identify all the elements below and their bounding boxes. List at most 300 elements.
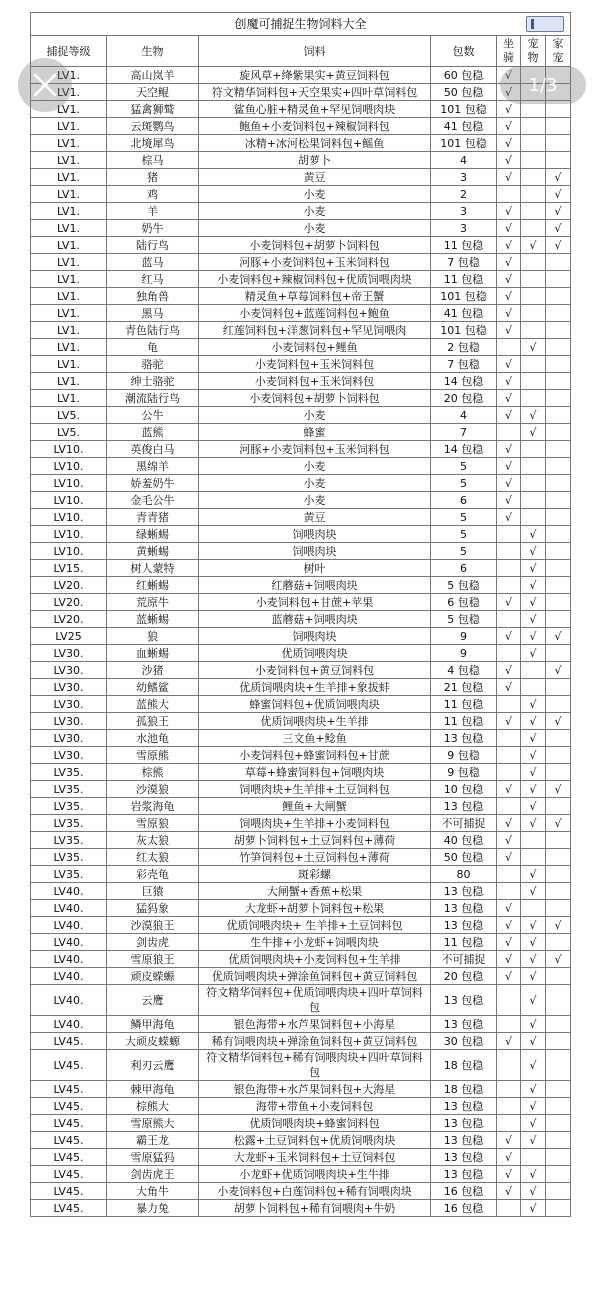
cell-home: √ [546,237,571,254]
table-row [31,1098,571,1115]
cell-feed: 草莓+蜂蜜饲料包+饲喂肉块 [199,764,431,781]
cell-ride: √ [497,390,521,407]
table-row [31,407,571,424]
cell-home [546,288,571,305]
table-row [31,883,571,900]
cell-creature: 狼 [107,628,199,645]
cell-level: LV1. [31,288,107,305]
cell-ride [497,866,521,883]
cell-packs: 13 包稳 [431,1016,497,1033]
cell-home [546,1149,571,1166]
cell-creature: 绿蜥蜴 [107,526,199,543]
cell-ride: √ [497,951,521,968]
cell-creature: 荒原牛 [107,594,199,611]
table-body [31,67,571,1217]
cell-pet: √ [521,1081,546,1098]
cell-home: √ [546,220,571,237]
cell-level: LV45. [31,1098,107,1115]
cell-packs: 50 包稳 [431,849,497,866]
cell-packs: 13 包稳 [431,1149,497,1166]
cell-creature: 猛犸象 [107,900,199,917]
cell-pet: √ [521,951,546,968]
cell-level: LV1. [31,186,107,203]
cell-pet [521,509,546,526]
cell-pet [521,118,546,135]
cell-pet: √ [521,1200,546,1217]
cell-packs: 5 [431,458,497,475]
cell-home [546,1033,571,1050]
cell-pet: √ [521,407,546,424]
cell-pet: √ [521,1098,546,1115]
cell-pet [521,322,546,339]
cell-creature: 孤狼王 [107,713,199,730]
cell-feed: 饲喂肉块+生羊排+小麦饲料包 [199,815,431,832]
cell-home [546,509,571,526]
cell-creature: 霸王龙 [107,1132,199,1149]
header-pet: 宠物 [521,36,546,67]
cell-home [546,407,571,424]
header-packs: 包数 [431,36,497,67]
cell-ride [497,645,521,662]
cell-home [546,866,571,883]
cell-pet: √ [521,985,546,1016]
cell-pet: √ [521,424,546,441]
cell-ride [497,611,521,628]
table-row [31,577,571,594]
cell-level: LV40. [31,1016,107,1033]
table-row [31,1033,571,1050]
cell-creature: 利刃云鹰 [107,1050,199,1081]
table-row [31,203,571,220]
cell-packs: 3 [431,203,497,220]
cell-feed: 鲨鱼心脏+精灵鱼+罕见饲喂肉块 [199,101,431,118]
table-row [31,526,571,543]
scroll-thumb[interactable] [526,16,564,32]
cell-home [546,322,571,339]
cell-pet: √ [521,866,546,883]
cell-home [546,1115,571,1132]
cell-creature: 树人蒙特 [107,560,199,577]
cell-level: LV35. [31,815,107,832]
cell-creature: 幼鳍鲨 [107,679,199,696]
cell-pet: √ [521,560,546,577]
cell-creature: 巨猿 [107,883,199,900]
cell-pet [521,186,546,203]
cell-home [546,373,571,390]
cell-ride: √ [497,968,521,985]
table-row [31,866,571,883]
cell-home [546,1200,571,1217]
cell-creature: 潮流陆行鸟 [107,390,199,407]
cell-home [546,968,571,985]
table-row [31,934,571,951]
cell-ride: √ [497,305,521,322]
cell-packs: 18 包稳 [431,1050,497,1081]
cell-ride: √ [497,679,521,696]
cell-ride [497,1098,521,1115]
cell-feed: 黄豆 [199,509,431,526]
cell-packs: 30 包稳 [431,1033,497,1050]
cell-creature: 猪 [107,169,199,186]
cell-pet: √ [521,237,546,254]
table-row [31,951,571,968]
table-row [31,594,571,611]
cell-creature: 雪原狼王 [107,951,199,968]
cell-packs: 4 包稳 [431,662,497,679]
cell-creature: 棘甲海龟 [107,1081,199,1098]
cell-level: LV45. [31,1149,107,1166]
cell-home [546,1081,571,1098]
cell-level: LV35. [31,849,107,866]
cell-packs: 13 包稳 [431,730,497,747]
cell-pet [521,220,546,237]
cell-pet: √ [521,611,546,628]
cell-feed: 三文鱼+鲶鱼 [199,730,431,747]
cell-home [546,441,571,458]
cell-home [546,577,571,594]
cell-home [546,1166,571,1183]
cell-ride: √ [497,815,521,832]
table-row [31,305,571,322]
cell-feed: 蜂蜜 [199,424,431,441]
cell-home: √ [546,662,571,679]
cell-level: LV30. [31,713,107,730]
table-row [31,832,571,849]
cell-home [546,696,571,713]
cell-feed: 符文精华饲料包+稀有饲喂肉块+四叶草饲料包 [199,1050,431,1081]
cell-feed: 红莲饲料包+洋葱饲料包+罕见饲喂肉 [199,322,431,339]
table-row [31,237,571,254]
cell-pet [521,475,546,492]
cell-feed: 斑彩螺 [199,866,431,883]
cell-ride: √ [497,118,521,135]
cell-feed: 鲍鱼+小麦饲料包+辣椒饲料包 [199,118,431,135]
table-row [31,186,571,203]
cell-level: LV10. [31,492,107,509]
cell-packs: 50 包稳 [431,84,497,101]
cell-home [546,883,571,900]
cell-creature: 蓝马 [107,254,199,271]
cell-packs: 40 包稳 [431,832,497,849]
cell-feed: 鲤鱼+大闸蟹 [199,798,431,815]
cell-creature: 剑齿虎 [107,934,199,951]
cell-creature: 顽皮蝾螈 [107,968,199,985]
cell-ride: √ [497,713,521,730]
cell-home: √ [546,203,571,220]
cell-pet: √ [521,628,546,645]
table-row [31,118,571,135]
cell-feed: 小麦饲料包+蜂蜜饲料包+甘蔗 [199,747,431,764]
table-row [31,713,571,730]
table-row [31,441,571,458]
cell-ride: √ [497,1149,521,1166]
table-row [31,458,571,475]
cell-level: LV30. [31,696,107,713]
cell-packs: 21 包稳 [431,679,497,696]
cell-level: LV40. [31,968,107,985]
cell-ride: √ [497,849,521,866]
table-row [31,509,571,526]
cell-packs: 10 包稳 [431,781,497,798]
table-row [31,645,571,662]
cell-ride: √ [497,492,521,509]
cell-level: LV20. [31,594,107,611]
table-row [31,1016,571,1033]
table-row [31,135,571,152]
cell-pet [521,203,546,220]
cell-creature: 黑绵羊 [107,458,199,475]
table-row [31,1200,571,1217]
cell-feed: 胡萝卜 [199,152,431,169]
cell-packs: 11 包稳 [431,237,497,254]
cell-level: LV1. [31,271,107,288]
cell-feed: 小龙虾+优质饲喂肉块+生牛排 [199,1166,431,1183]
cell-feed: 优质饲喂肉块+弹涂鱼饲料包+黄豆饲料包 [199,968,431,985]
cell-home [546,356,571,373]
cell-ride [497,577,521,594]
cell-feed: 小麦饲料包+胡萝卜饲料包 [199,390,431,407]
cell-packs: 5 [431,543,497,560]
cell-level: LV35. [31,764,107,781]
cell-pet: √ [521,1016,546,1033]
cell-packs: 9 [431,628,497,645]
cell-creature: 岩浆海龟 [107,798,199,815]
table-row [31,543,571,560]
cell-level: LV1. [31,305,107,322]
table-row [31,815,571,832]
cell-pet: √ [521,645,546,662]
cell-level: LV40. [31,951,107,968]
cell-level: LV45. [31,1115,107,1132]
cell-feed: 河豚+小麦饲料包+玉米饲料包 [199,254,431,271]
cell-pet: √ [521,713,546,730]
cell-feed: 蜂蜜饲料包+优质饲喂肉块 [199,696,431,713]
cell-level: LV1. [31,254,107,271]
cell-packs: 101 包稳 [431,135,497,152]
table-row [31,475,571,492]
cell-feed: 大龙虾+玉米饲料包+土豆饲料包 [199,1149,431,1166]
cell-level: LV1. [31,67,107,84]
cell-packs: 2 包稳 [431,339,497,356]
cell-feed: 蓝蘑菇+饲喂肉块 [199,611,431,628]
cell-packs: 9 包稳 [431,747,497,764]
table-row [31,152,571,169]
cell-ride: √ [497,917,521,934]
cell-feed: 竹笋饲料包+土豆饲料包+薄荷 [199,849,431,866]
table-row [31,288,571,305]
cell-creature: 大角牛 [107,1183,199,1200]
table-row [31,611,571,628]
header-ride: 坐骑 [497,36,521,67]
cell-packs: 11 包稳 [431,713,497,730]
cell-ride: √ [497,1033,521,1050]
cell-level: LV30. [31,662,107,679]
cell-packs: 13 包稳 [431,798,497,815]
cell-level: LV20. [31,611,107,628]
cell-level: LV1. [31,152,107,169]
cell-home [546,849,571,866]
cell-level: LV1. [31,356,107,373]
table-row [31,900,571,917]
cell-feed: 银色海带+水芦果饲料包+小海星 [199,1016,431,1033]
table-row [31,917,571,934]
close-button[interactable] [18,58,72,112]
cell-level: LV1. [31,84,107,101]
table-row [31,356,571,373]
cell-pet [521,254,546,271]
cell-level: LV30. [31,645,107,662]
cell-pet: √ [521,1050,546,1081]
cell-packs: 20 包稳 [431,390,497,407]
cell-level: LV10. [31,458,107,475]
cell-home [546,135,571,152]
cell-ride: √ [497,169,521,186]
table-row [31,169,571,186]
cell-ride: √ [497,1132,521,1149]
cell-feed: 小麦 [199,407,431,424]
cell-packs: 13 包稳 [431,1098,497,1115]
cell-pet [521,288,546,305]
cell-home [546,611,571,628]
cell-feed: 优质饲喂肉块+小麦饲料包+生羊排 [199,951,431,968]
cell-feed: 胡萝卜饲料包+稀有饲喂肉+牛奶 [199,1200,431,1217]
cell-ride: √ [497,237,521,254]
cell-home: √ [546,186,571,203]
cell-pet [521,135,546,152]
feed-table [30,12,571,1217]
cell-packs: 16 包稳 [431,1183,497,1200]
cell-level: LV30. [31,747,107,764]
cell-feed: 稀有饲喂肉块+弹涂鱼饲料包+黄豆饲料包 [199,1033,431,1050]
cell-packs: 3 [431,220,497,237]
cell-creature: 高山岚羊 [107,67,199,84]
table-row [31,84,571,101]
cell-packs: 7 包稳 [431,356,497,373]
cell-packs: 6 [431,492,497,509]
cell-packs: 13 包稳 [431,917,497,934]
cell-creature: 沙猪 [107,662,199,679]
cell-feed: 小麦 [199,203,431,220]
cell-feed: 黄豆 [199,169,431,186]
cell-home [546,832,571,849]
cell-level: LV10. [31,543,107,560]
cell-creature: 鸡 [107,186,199,203]
cell-home [546,118,571,135]
cell-packs: 18 包稳 [431,1081,497,1098]
cell-pet [521,458,546,475]
cell-ride [497,1016,521,1033]
cell-pet [521,373,546,390]
cell-home [546,526,571,543]
cell-packs: 4 [431,152,497,169]
cell-level: LV35. [31,866,107,883]
table-row [31,696,571,713]
cell-ride [497,186,521,203]
cell-ride: √ [497,101,521,118]
cell-creature: 蓝熊大 [107,696,199,713]
cell-feed: 旋风草+绛紫果实+黄豆饲料包 [199,67,431,84]
table-row [31,271,571,288]
cell-ride: √ [497,288,521,305]
cell-pet [521,152,546,169]
table-row [31,339,571,356]
table-row [31,373,571,390]
cell-feed: 优质饲喂肉块 [199,645,431,662]
cell-feed: 树叶 [199,560,431,577]
cell-packs: 20 包稳 [431,968,497,985]
cell-packs: 41 包稳 [431,305,497,322]
cell-creature: 娇羞奶牛 [107,475,199,492]
cell-ride: √ [497,373,521,390]
cell-creature: 雪原熊 [107,747,199,764]
cell-ride [497,543,521,560]
cell-level: LV5. [31,407,107,424]
cell-pet [521,169,546,186]
cell-creature: 黑马 [107,305,199,322]
close-icon [32,72,58,98]
cell-creature: 蓝熊 [107,424,199,441]
cell-ride: √ [497,271,521,288]
cell-ride: √ [497,407,521,424]
cell-feed: 优质饲喂肉块+蜂蜜饲料包 [199,1115,431,1132]
cell-feed: 大龙虾+胡萝卜饲料包+松果 [199,900,431,917]
cell-feed: 饲喂肉块 [199,628,431,645]
cell-ride [497,747,521,764]
cell-creature: 血蜥蜴 [107,645,199,662]
cell-pet: √ [521,339,546,356]
cell-creature: 羊 [107,203,199,220]
cell-level: LV1. [31,373,107,390]
cell-packs: 41 包稳 [431,118,497,135]
cell-creature: 公牛 [107,407,199,424]
table-row [31,849,571,866]
cell-feed: 小麦饲料包+蓝莲饲料包+鲍鱼 [199,305,431,322]
cell-creature: 雪原熊大 [107,1115,199,1132]
cell-creature: 红太狼 [107,849,199,866]
cell-feed: 符文精华饲料包+优质饲喂肉块+四叶草饲料包 [199,985,431,1016]
cell-ride: √ [497,458,521,475]
cell-ride [497,1200,521,1217]
cell-home [546,934,571,951]
table-row [31,1132,571,1149]
cell-packs: 101 包稳 [431,288,497,305]
table-row [31,1166,571,1183]
cell-level: LV15. [31,560,107,577]
cell-feed: 生牛排+小龙虾+饲喂肉块 [199,934,431,951]
cell-ride: √ [497,509,521,526]
table-row [31,1149,571,1166]
cell-feed: 大闸蟹+香蕉+松果 [199,883,431,900]
header-feed: 饲料 [199,36,431,67]
cell-creature: 沙漠狼王 [107,917,199,934]
cell-level: LV5. [31,424,107,441]
cell-creature: 蓝蜥蜴 [107,611,199,628]
cell-pet: √ [521,1132,546,1149]
table-row [31,628,571,645]
cell-feed: 小麦 [199,220,431,237]
cell-level: LV1. [31,339,107,356]
cell-pet: √ [521,934,546,951]
cell-ride: √ [497,220,521,237]
cell-packs: 60 包稳 [431,67,497,84]
cell-ride [497,560,521,577]
cell-pet [521,390,546,407]
table-row [31,764,571,781]
cell-creature: 雪原猛犸 [107,1149,199,1166]
cell-level: LV1. [31,203,107,220]
cell-ride [497,883,521,900]
cell-feed: 小麦饲料包+玉米饲料包 [199,356,431,373]
